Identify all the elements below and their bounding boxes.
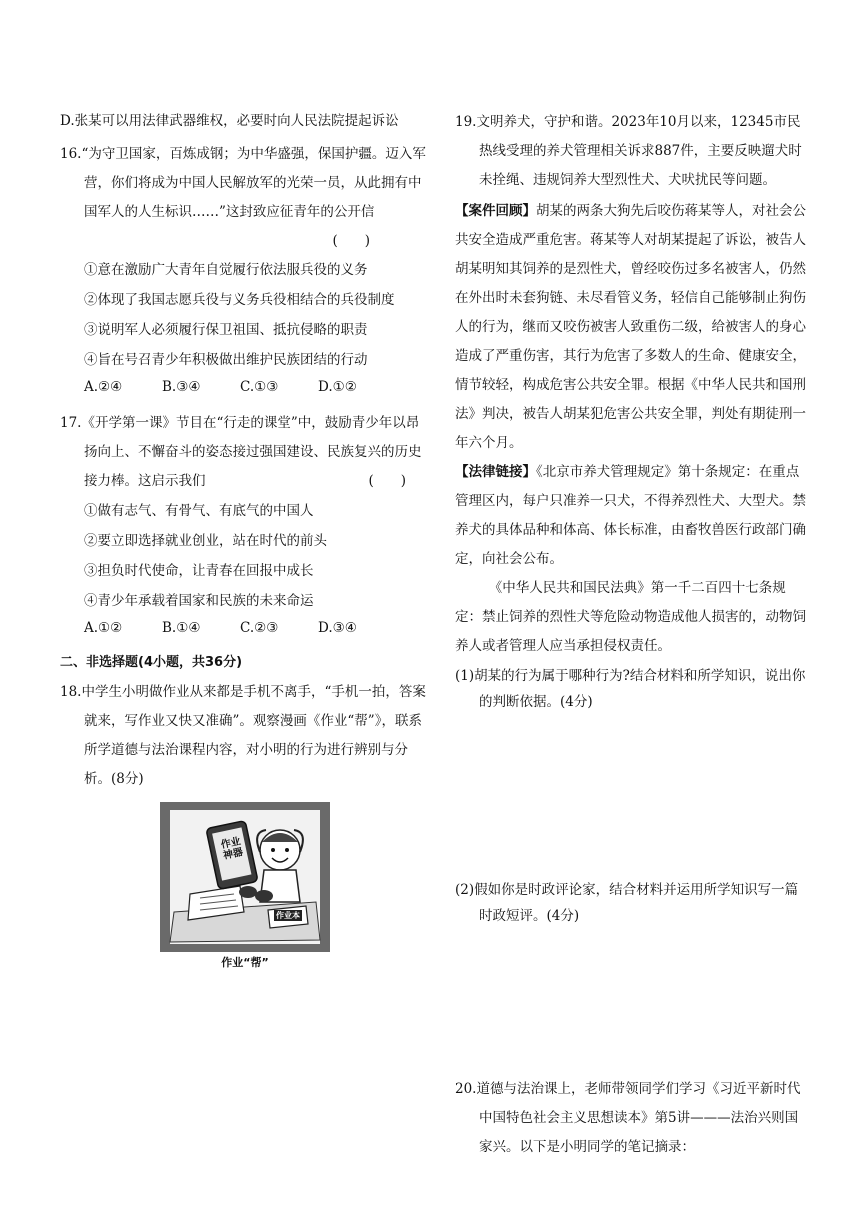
question-17-stem	[60, 409, 430, 496]
question-17-stem-text: 17.《开学第一课》节目在“行走的课堂”中，鼓励青少年以昂扬向上、不懈奋斗的姿态接过强国建设、民族复兴的历史接力棒。这启示我们	[60, 415, 422, 489]
question-16-stem: 16.“为守卫国家，百炼成钢；为中华盛强，保国护疆。迈入军营，你们将成为中国人民解放军的光荣一员，从此拥有中国军人的人生标识……”这封致应征青年的公开信	[60, 146, 426, 220]
notebook-label: 作业本	[276, 911, 300, 920]
case-review-label: 【案件回顾】	[455, 203, 536, 219]
choice-a: A.②④	[84, 379, 123, 395]
option-item: ④旨在号召青少年积极做出维护民族团结的行动	[84, 352, 368, 368]
option-item: ②体现了我国志愿兵役与义务兵役相结合的兵役制度	[84, 292, 395, 308]
section-heading: 二、非选择题(4小题，共36分)	[60, 655, 243, 670]
law-link-label: 【法律链接】	[455, 464, 536, 480]
choice-b: B.①④	[162, 620, 201, 636]
option-item: ①意在激励广大青年自觉履行依法服兵役的义务	[84, 262, 368, 278]
left-column	[60, 108, 430, 970]
option-item: ④青少年承载着国家和民族的未来命运	[84, 593, 314, 609]
sub-question-1: (1)胡某的行为属于哪种行为?结合材料和所学知识，说出你的判断依据。(4分)	[455, 668, 806, 710]
option-item: ①做有志气、有骨气、有底气的中国人	[84, 503, 314, 519]
homework-cartoon	[160, 802, 330, 952]
question-15-option-d: D.张某可以用法律武器维权，必要时向人民法院提起诉讼	[60, 113, 399, 129]
phone-screen-text: 作业神器	[219, 836, 245, 862]
law-link	[455, 458, 807, 574]
choice-b: B.③④	[162, 379, 201, 395]
answer-choices	[60, 375, 430, 399]
case-review-text: 胡某的两条大狗先后咬伤蒋某等人，对社会公共安全造成严重危害。蒋某等人对胡某提起了诉讼，被告人胡某明知其饲养的是烈性犬，曾经咬伤过多名被害人，仍然在外出时未套狗链、未尽看管义务，轻信自己能够制止狗伤人的行为，继而又咬伤被害人致重伤二级，给被害人的身心造成了严重伤害，其行为危害了多数人的生命、健康安全，情节较轻，构成危害公共安全罪。根据《中华人民共和国刑法》判决，被告人胡某犯危害公共安全罪，判处有期徒刑一年六个月。	[455, 203, 806, 451]
law-link-text: 《北京市养犬管理规定》第十条规定：在重点管理区内，每户只准养一只犬，不得养烈性犬、大型犬。禁养犬的具体品种和体高、体长标准，由畜牧兽医行政部门确定，向社会公布。	[455, 464, 806, 567]
answer-choices	[60, 616, 430, 640]
choice-a: A.①②	[84, 620, 123, 636]
question-18: 18.中学生小明做作业从来都是手机不离手，“手机一拍，答案就来，写作业又快又准确”。观察漫画《作业“帮”》，联系所学道德与法治课程内容，对小明的行为进行辨别与分析。(8分)	[60, 684, 426, 787]
question-20: 20.道德与法治课上，老师带领同学们学习《习近平新时代中国特色社会主义思想读本》第5讲———法治兴则国家兴。以下是小明同学的笔记摘录：	[455, 1081, 801, 1155]
cartoon-illustration	[160, 802, 330, 952]
choice-c: C.②③	[240, 620, 279, 636]
option-item: ③说明军人必须履行保卫祖国、抵抗侵略的职责	[84, 322, 368, 338]
option-item: ③担负时代使命，让青春在回报中成长	[84, 563, 314, 579]
case-review	[455, 197, 807, 458]
right-column	[455, 108, 807, 1162]
option-item: ②要立即选择就业创业，站在时代的前头	[84, 533, 327, 549]
question-17	[60, 409, 430, 640]
choice-d: D.①②	[318, 379, 357, 395]
question-16	[60, 140, 430, 399]
question-19-stem: 19.文明养犬，守护和谐。2023年10月以来，12345市民热线受理的养犬管理相关诉求887件，主要反映遛犬时未拴绳、违规饲养大型烈性犬、犬吠扰民等问题。	[455, 114, 802, 188]
choice-d: D.③④	[318, 620, 357, 636]
answer-bracket: ( )	[368, 473, 406, 489]
sub-question-2: (2)假如你是时政评论家，结合材料并运用所学知识写一篇时政短评。(4分)	[455, 882, 799, 924]
answer-bracket: ( )	[332, 233, 370, 249]
choice-c: C.①③	[240, 379, 279, 395]
civil-code-article: 《中华人民共和国民法典》第一千二百四十七条规定：禁止饲养的烈性犬等危险动物造成他人损害的，动物饲养人或者管理人应当承担侵权责任。	[455, 580, 806, 654]
cartoon-caption: 作业“帮”	[221, 956, 269, 969]
